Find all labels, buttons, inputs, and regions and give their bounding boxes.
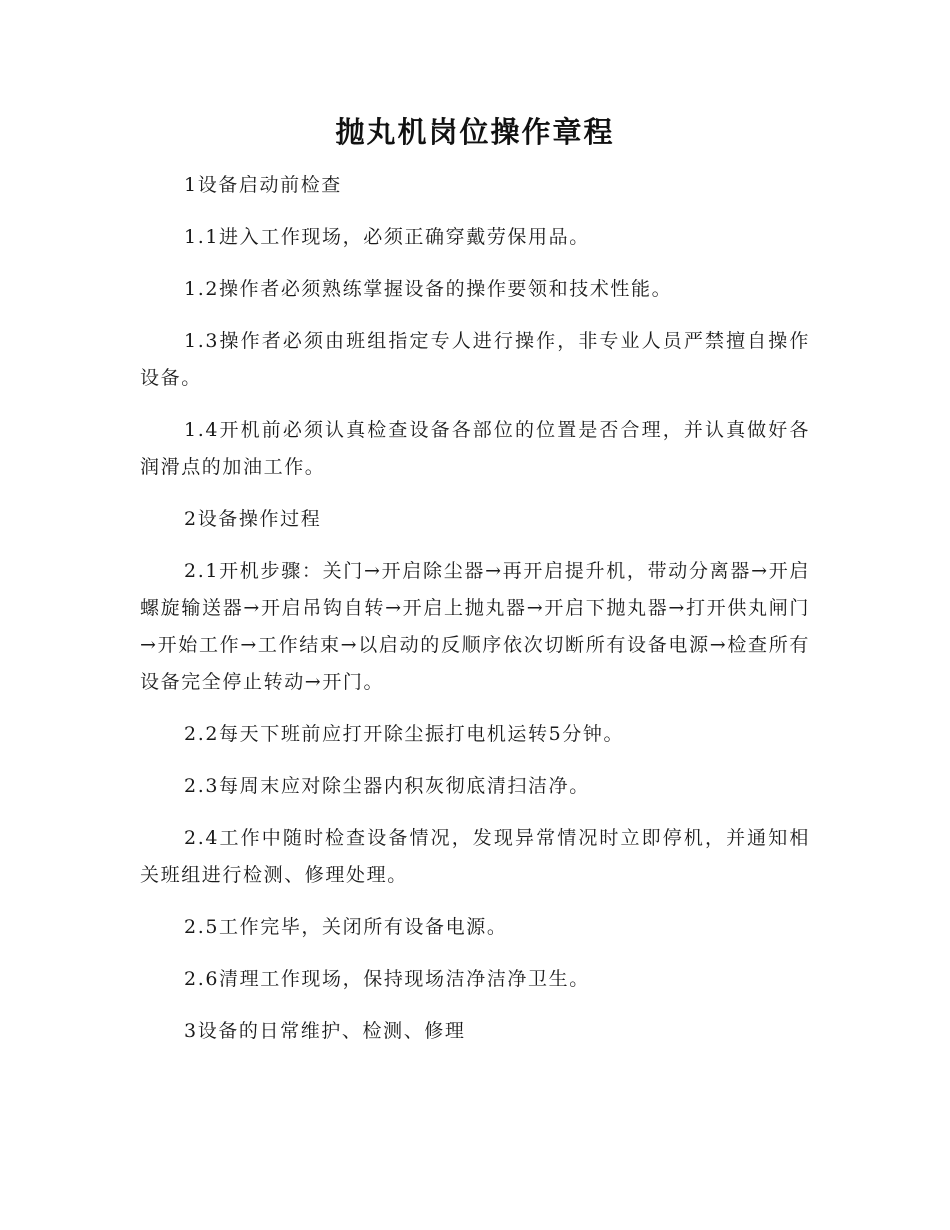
paragraph-2-5: 2.5工作完毕，关闭所有设备电源。 bbox=[184, 916, 508, 938]
section-heading-3: 3设备的日常维护、检测、修理 bbox=[184, 1020, 466, 1042]
document-body bbox=[140, 167, 810, 1065]
paragraph-2-6: 2.6清理工作现场，保持现场洁净洁净卫生。 bbox=[184, 968, 590, 990]
paragraph-1-2: 1.2操作者必须熟练掌握设备的操作要领和技术性能。 bbox=[184, 278, 673, 300]
paragraph-2-3: 2.3每周末应对除尘器内积灰彻底清扫洁净。 bbox=[184, 775, 590, 797]
document-title: 抛丸机岗位操作章程 bbox=[335, 115, 615, 149]
paragraph-2-4: 2.4工作中随时检查设备情况，发现异常情况时立即停机，并通知相关班组进行检测、修理处理。 bbox=[140, 827, 810, 886]
section-heading-1: 1设备启动前检查 bbox=[184, 174, 342, 196]
paragraph-2-2: 2.2每天下班前应打开除尘振打电机运转5分钟。 bbox=[184, 723, 625, 745]
section-heading-2: 2设备操作过程 bbox=[184, 508, 322, 530]
paragraph-2-1: 2.1开机步骤：关门→开启除尘器→再开启提升机，带动分离器→开启螺旋输送器→开启吊钩自转→开启上抛丸器→开启下抛丸器→打开供丸闸门→开始工作→工作结束→以启动的反顺序依次切断所有设备电源→检查所有设备完全停止转动→开门。 bbox=[140, 560, 810, 693]
paragraph-1-1: 1.1进入工作现场，必须正确穿戴劳保用品。 bbox=[184, 226, 590, 248]
paragraph-1-3: 1.3操作者必须由班组指定专人进行操作，非专业人员严禁擅自操作设备。 bbox=[140, 330, 810, 389]
paragraph-1-4: 1.4开机前必须认真检查设备各部位的位置是否合理，并认真做好各润滑点的加油工作。 bbox=[140, 419, 810, 478]
